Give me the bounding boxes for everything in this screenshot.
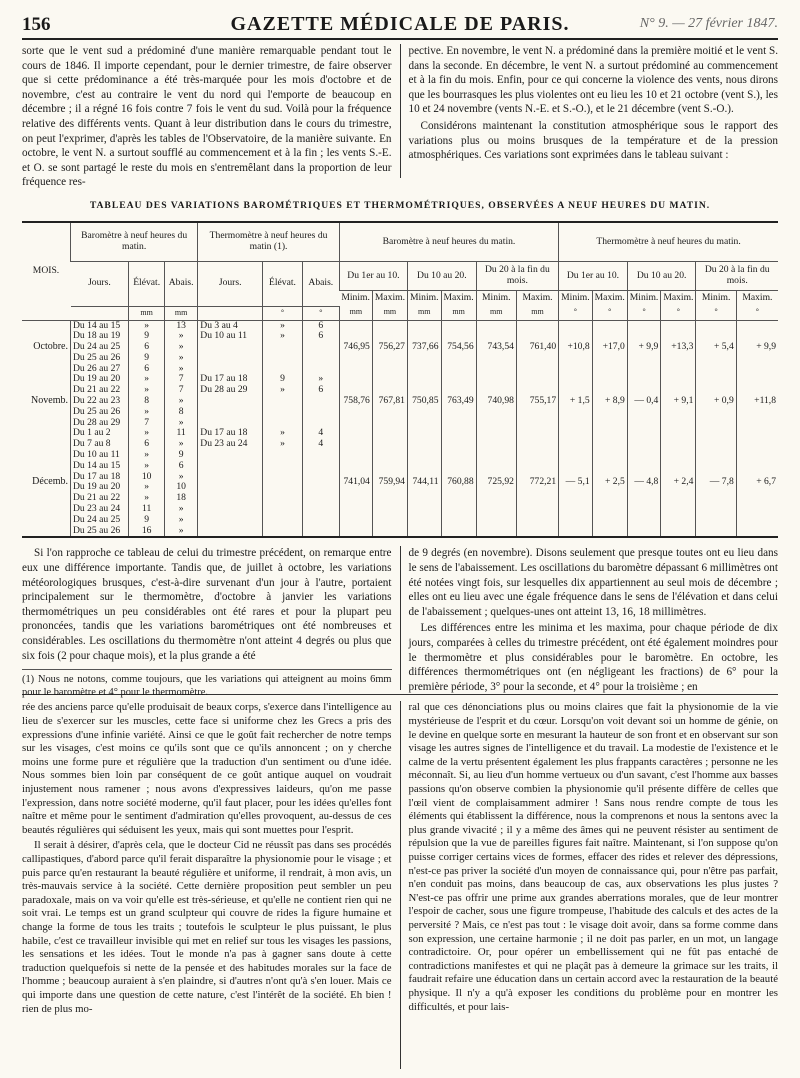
- unit-deg: °: [592, 306, 627, 320]
- baro-elevation-entry: 9: [144, 351, 150, 363]
- middle-left-column: [22, 546, 392, 698]
- unit-mm: mm: [164, 306, 197, 320]
- paragraph: ral que ces dénonciations plus ou moins claires que fait la physionomie de la vie mystérieuse de l'esprit et du cœur. Lorsqu'on voit devant soi un homme de génie, on le devine en quelque sorte en mesurant la hauteur de son front et en observant sur son visage les autres signes de l'intelligence et du travail. La modestie de l'existence et le calme de la vertu présentent également les plus frappants caractères ; personne ne les méconnaît. Si, au lieu d'un homme vertueux ou d'un savant, c'est l'homme aux basses passions qu'on observe combien la physionomie qu'il présente diffère de celles que l'œil vient de complaisamment admirer ! Sans nous rendre compte de tous les éléments qui établissent la différence, nous la comprenons et nous la sentons avec la plus grande vivacité ; il y a même des âmes qui ne peuvent résister au sentiment de répulsion que la vue de pareilles figures fait naître. Maintenant, si l'on suppose qu'on puisse corriger certains vices de formes, effacer des rides et relever des dépressions, n'est-ce pas priver la société d'un moyen de connaissance qui, pour n'être pas parfait, n'en conduit pas moins, dans beaucoup de cas, aux observations les plus justes ? N'est-ce pas offrir une prime aux grandes aberrations morales, que de leur montrer l'espoir de cacher, sous une figure trompeuse, l'habitude des calculs et des actes de la perversité ? Mais, ce n'est pas tout : le visage doit avoir, dans sa forme comme dans son expression, une certaine harmonie ; il ne doit pas parler, en un mot, un langage contradictoire. Or, pour opérer un embellissement qui ne fût pas entaché de contradictions manifestes et qui ne plaçât pas à demeure la grimace sur les traits, il faudrait refaire une éducation dans un certain accord avec la restauration de la beauté physique. Il n'y a qu'à exposer les conditions du problème pour en montrer les difficultés, et pour lais-: [408, 701, 778, 1013]
- baro-lowering-entry: »: [178, 416, 184, 428]
- table-row: [22, 428, 778, 537]
- thermo-days: [198, 428, 263, 537]
- top-left-column: [22, 44, 392, 189]
- value-t3-max: +11,8: [736, 374, 778, 428]
- bottom-columns: [22, 701, 778, 1069]
- thermo-elevation: [263, 374, 303, 428]
- value-p2-min: 744,11: [407, 428, 441, 537]
- baro-elevation-entry: 11: [142, 503, 152, 515]
- column-divider: [400, 44, 401, 178]
- baro-lowering-entry: 7: [178, 384, 184, 396]
- baro-elevation-entry: »: [144, 459, 150, 471]
- thermo-days-entry: Du 23 au 24: [200, 438, 248, 450]
- value-p3-max: 772,21: [516, 428, 558, 537]
- value-t3-min: — 7,8: [696, 428, 736, 537]
- top-right-column: [409, 44, 779, 178]
- baro-lowering-entry: 6: [178, 459, 184, 471]
- group-thermo-short: Thermomètre à neuf heures du matin (1).: [198, 222, 340, 262]
- value-t3-min: + 0,9: [696, 374, 736, 428]
- baro-elevation-entry: »: [144, 319, 150, 331]
- baro-elevation: [129, 320, 165, 374]
- value-t2-min: — 4,8: [627, 428, 661, 537]
- baro-days-entry: Du 14 au 15: [73, 459, 121, 471]
- paragraph: rée des anciens parce qu'elle produisait de beaux corps, s'exerce dans l'intelligence au lieu de s'exercer sur les muscles, cette face si uniforme chez les Grecs a pris des expressions d'une infinie variété. Ainsi ce que le goût fait rechercher de notre temps sur les visages, c'est moins ce qu'ils sont que ce qu'ils annoncent ; on y cherche moins une forme pure et régulière que la traduction d'un sentiment ou d'une idée. Nous sommes bien loin par conséquent de ce goût antique auquel on voudrait injustement nous ramener ; nous avons d'expressives laideurs, qu'on me passe l'expression, dans notre société moderne, qu'il faut placer, pour les idées qu'elles font naître et même pour le sentiment d'admiration qu'elles provoquent, au-dessus de ces beautés régulières qui séduisent les yeux, mais qui sont muettes pour l'esprit.: [22, 701, 392, 836]
- thermo-days-entry: Du 28 au 29: [200, 384, 248, 396]
- unit-deg: °: [263, 306, 303, 320]
- value-t3-max: + 9,9: [736, 320, 778, 374]
- baro-days-entry: Du 22 au 23: [73, 395, 121, 407]
- unit-mm: mm: [372, 306, 407, 320]
- baro-days-entry: Du 17 au 18: [73, 470, 121, 482]
- value-t3-max: + 6,7: [736, 428, 778, 537]
- value-t1-min: — 5,1: [559, 428, 593, 537]
- page-number: 156: [22, 14, 51, 35]
- baro-days-entry: Du 25 au 26: [73, 405, 121, 417]
- month-label: Décemb.: [32, 476, 68, 488]
- minim-label: Minim.: [627, 291, 661, 307]
- baro-days-entry: Du 26 au 27: [73, 362, 121, 374]
- baro-lowering-entry: »: [178, 341, 184, 353]
- baro-lowering-entry: »: [178, 513, 184, 525]
- baro-lowering-entry: »: [178, 524, 184, 536]
- baro-lowering-entry: »: [178, 330, 184, 342]
- baro-days-entry: Du 25 au 26: [73, 524, 121, 536]
- period-1: Du 1er au 10.: [559, 262, 628, 291]
- baro-days-entry: Du 24 au 25: [73, 513, 121, 525]
- baro-elevation-entry: 6: [144, 362, 150, 374]
- maxim-label: Maxim.: [441, 291, 476, 307]
- middle-columns: [22, 546, 778, 698]
- table-row: [22, 374, 778, 428]
- paragraph: de 9 degrés (en novembre). Disons seulement que presque toutes ont eu lieu dans le sens de l'abaissement. Les oscillations du baromètre dépassant 6 millimètres ont été notées vingt fois, sur lesquelles dix appartiennent au seul mois de décembre ; elles ont eu lieu avec une égale fréquence dans le sens de l'élévation et dans celui de l'abaissement ; quelques-unes ont atteint 13, 16, 18 millimètres.: [408, 547, 778, 618]
- value-p3-min: 725,92: [476, 428, 516, 537]
- baro-elevation-entry: »: [144, 384, 150, 396]
- unit-deg: °: [736, 306, 778, 320]
- maxim-label: Maxim.: [592, 291, 627, 307]
- baro-elevation: [129, 428, 165, 537]
- value-t1-min: + 1,5: [559, 374, 593, 428]
- baro-days: [71, 428, 129, 537]
- value-p3-max: 761,40: [516, 320, 558, 374]
- baro-elevation-entry: 7: [144, 416, 150, 428]
- baro-elevation-entry: »: [144, 427, 150, 439]
- paragraph: Si l'on rapproche ce tableau de celui du trimestre précédent, on remarque entre eux une différence importante. Tandis que, de juillet à octobre, les variations météorologiques brusques, c'est-à-dire survenant d'un jour à l'autre, portaient principalement sur le thermomètre, d'octobre à janvier les variations thermométriques un peu considérables ont été rares et pour la plupart peu prononcées, tandis que les variations barométriques ont été nombreuses et considérables. Les oscillations du thermomètre n'ont atteint 4 degrés ou plus que six fois (2 pour chaque mois), et la plus grande a été: [22, 547, 392, 662]
- baro-days-entry: Du 7 au 8: [73, 438, 111, 450]
- baro-lowering: [164, 374, 197, 428]
- unit-mm: mm: [129, 306, 165, 320]
- sub-abais: Abais.: [164, 262, 197, 307]
- publication-title: GAZETTE MÉDICALE DE PARIS.: [230, 13, 570, 35]
- thermo-elevation: [263, 320, 303, 374]
- column-divider: [400, 546, 401, 690]
- baro-lowering-entry: 11: [176, 427, 186, 439]
- minim-label: Minim.: [407, 291, 441, 307]
- baro-elevation-entry: 8: [144, 395, 150, 407]
- bottom-left-column: [22, 701, 392, 1069]
- baro-elevation-entry: »: [144, 405, 150, 417]
- meteorological-table: [22, 221, 778, 538]
- unit-deg: °: [302, 306, 339, 320]
- baro-lowering-entry: »: [178, 362, 184, 374]
- thermo-elevation-entry: »: [280, 330, 285, 342]
- baro-lowering-entry: 10: [176, 481, 186, 493]
- top-columns: [22, 44, 778, 189]
- value-t2-min: + 9,9: [627, 320, 661, 374]
- baro-days-entry: Du 21 au 22: [73, 384, 121, 396]
- thermo-elevation: [263, 428, 303, 537]
- period-1: Du 1er au 10.: [339, 262, 407, 291]
- baro-days-entry: Du 28 au 29: [73, 416, 121, 428]
- baro-days-entry: Du 18 au 19: [73, 330, 121, 342]
- period-3: Du 20 à la fin du mois.: [476, 262, 558, 291]
- thermo-elevation-entry: »: [280, 438, 285, 450]
- maxim-label: Maxim.: [372, 291, 407, 307]
- baro-days-entry: Du 1 au 2: [73, 427, 111, 439]
- value-p1-max: 759,94: [372, 428, 407, 537]
- baro-lowering-entry: 13: [176, 319, 186, 331]
- baro-days-entry: Du 14 au 15: [73, 319, 121, 331]
- baro-lowering: [164, 428, 197, 537]
- value-t1-max: + 8,9: [592, 374, 627, 428]
- period-2: Du 10 au 20.: [627, 262, 696, 291]
- value-p2-min: 750,85: [407, 374, 441, 428]
- baro-elevation-entry: »: [144, 449, 150, 461]
- unit-deg: °: [696, 306, 736, 320]
- thermo-lowering: [302, 374, 339, 428]
- baro-elevation-entry: 9: [144, 330, 150, 342]
- minim-label: Minim.: [476, 291, 516, 307]
- thermo-days-entry: Du 10 au 11: [200, 330, 248, 342]
- baro-elevation-entry: 16: [141, 524, 152, 536]
- paragraph: sorte que le vent sud a prédominé d'une manière remarquable pendant tout le cours de 1846. Il importe cependant, pour le dernier trimestre, de faire observer que si cette prédominance a été très-marquée pour les mois d'octobre et de novembre, c'est au contraire le vent du nord qui l'emporte de beaucoup en décembre ; il a régné 16 fois contre 7 fois le vent du sud. Voilà pour la fréquence relative des différents vents. Quant à leur distribution dans le cours du trimestre, on peut l'exprimer, d'après les tables de l'Observatoire, de la manière suivante. En octobre, le vent N. a surtout soufflé au commencement et à la fin ; les vents S.-E. et O. se sont partagé le reste du mois en s'entremêlant dans la proportion de leur fréquence res-: [22, 45, 392, 189]
- sub-abais: Abais.: [302, 262, 339, 307]
- baro-days-entry: Du 19 au 20: [73, 481, 121, 493]
- baro-elevation-entry: 6: [144, 438, 150, 450]
- baro-lowering-entry: »: [178, 470, 184, 482]
- baro-lowering-entry: 9: [178, 449, 184, 461]
- baro-lowering-entry: »: [178, 438, 184, 450]
- thermo-lowering: [302, 320, 339, 374]
- unit-mm: mm: [516, 306, 558, 320]
- unit-mm: mm: [407, 306, 441, 320]
- thermo-lowering-entry: 6: [318, 330, 324, 342]
- baro-days-entry: Du 23 au 24: [73, 503, 121, 515]
- value-p3-min: 743,54: [476, 320, 516, 374]
- sub-elevat: Élévat.: [263, 262, 303, 307]
- value-p2-max: 763,49: [441, 374, 476, 428]
- baro-days: [71, 320, 129, 374]
- value-p3-min: 740,98: [476, 374, 516, 428]
- baro-lowering: [164, 320, 197, 374]
- footnote: (1) Nous ne notons, comme toujours, que les variations qui atteignent au moins 6mm pour le baromètre et 4° pour le thermomètre.: [22, 669, 392, 700]
- thermo-days-entry: Du 17 au 18: [200, 427, 248, 439]
- minim-label: Minim.: [559, 291, 593, 307]
- month-label: Novemb.: [31, 395, 68, 407]
- unit-mm: mm: [339, 306, 372, 320]
- unit-mm: mm: [476, 306, 516, 320]
- value-t2-max: +13,3: [661, 320, 696, 374]
- col-month-header: MOIS.: [22, 222, 71, 320]
- baro-lowering-entry: 18: [176, 492, 186, 504]
- paragraph: Il serait à désirer, d'après cela, que le docteur Cid ne réussît pas dans ses procédés callipastiques, d'abord parce qu'il ferait disparaître la physionomie pour le visage ; et puis parce qu'en restaurant la beauté régulière et uniforme, il rendrait, à mon avis, un très-mauvais service à la société. Cette dernière proposition peut sembler un peu paradoxale, mais on va voir qu'elle est très-sérieuse, et qu'elle ne contient rien qui ne soit vrai. Le temps est un grand sculpteur qui couvre de rides la figure humaine et change la forme de tous les traits ; toutefois le sculpteur le plus puissant, le plus habile, c'est ce travailleur invisible qui met en relief sur tous les visages les passions, les sensations et les idées. Tout le monde n'a pas à gagner sans doute à cette traduction quelquefois si nette de la pensée et des habitudes morales sur la face de l'homme ; beaucoup auraient à s'en plaindre, si d'autres n'ont qu'à s'en louer. Mais ce qui importe dans une question de cette nature, c'est l'intérêt de la société. Eh bien ! rien de plus mo-: [22, 839, 392, 1015]
- value-p2-min: 737,66: [407, 320, 441, 374]
- thermo-days-entry: Du 17 au 18: [200, 373, 248, 385]
- baro-lowering-entry: 7: [178, 373, 184, 385]
- baro-lowering-entry: 8: [178, 405, 184, 417]
- baro-elevation-entry: 6: [144, 341, 150, 353]
- sub-elevat: Élévat.: [129, 262, 165, 307]
- baro-days-entry: Du 19 au 20: [73, 373, 121, 385]
- baro-days-entry: Du 21 au 22: [73, 492, 121, 504]
- thermo-lowering-entry: 4: [318, 438, 324, 450]
- value-p1-max: 767,81: [372, 374, 407, 428]
- value-p1-max: 756,27: [372, 320, 407, 374]
- period-3: Du 20 à la fin du mois.: [696, 262, 778, 291]
- paragraph: pective. En novembre, le vent N. a prédominé dans la première moitié et le vent S. dans la seconde. En décembre, le vent N. a surtout prédominé au commencement et à la fin du mois. Enfin, pour ce qui concerne la violence des vents, nous dirons que les bourrasques les plus violentes ont eu lieu les 10 et 21 octobre (vent S.), les 10 et 24 novembre (vents N.-E. et S.-O.), et le 21 décembre (vent S.-O.).: [408, 45, 778, 116]
- paragraph: Les différences entre les minima et les maxima, pour chaque période de dix jours, comparées à celles du trimestre précédent, ont été également moindres pour le thermomètre et plus considérables pour le baromètre. En octobre, les différences thermométriques ont (en négligeant les fractions) de 6° pour la première période, 3° pour la seconde, et 4° pour la troisième ; en: [408, 622, 778, 693]
- thermo-days: [198, 320, 263, 374]
- sub-jours: Jours.: [198, 262, 263, 307]
- baro-days-entry: Du 25 au 26: [73, 351, 121, 363]
- value-t3-min: + 5,4: [696, 320, 736, 374]
- value-t2-max: + 2,4: [661, 428, 696, 537]
- group-baro-long: Baromètre à neuf heures du matin.: [339, 222, 558, 262]
- page-header: [22, 14, 778, 40]
- minim-label: Minim.: [696, 291, 736, 307]
- maxim-label: Maxim.: [661, 291, 696, 307]
- baro-elevation-entry: 10: [141, 470, 152, 482]
- issue-line: N° 9. — 27 février 1847.: [639, 16, 778, 31]
- table-title: TABLEAU DES VARIATIONS BAROMÉTRIQUES ET THERMOMÉTRIQUES, OBSERVÉES A NEUF HEURES DU MATIN.: [89, 200, 711, 211]
- value-p1-min: 741,04: [339, 428, 372, 537]
- unit-mm: mm: [441, 306, 476, 320]
- baro-elevation-entry: »: [144, 492, 150, 504]
- baro-lowering-entry: »: [178, 395, 184, 407]
- baro-lowering-entry: »: [178, 503, 184, 515]
- thermo-lowering-entry: 6: [318, 384, 324, 396]
- bottom-right-column: [409, 701, 779, 1069]
- baro-days-entry: Du 24 au 25: [73, 341, 121, 353]
- thermo-elevation-entry: »: [280, 427, 285, 439]
- maxim-label: Maxim.: [736, 291, 778, 307]
- baro-days-entry: Du 10 au 11: [73, 449, 120, 461]
- value-t1-max: +17,0: [592, 320, 627, 374]
- group-baro-short: Baromètre à neuf heures du matin.: [71, 222, 198, 262]
- baro-elevation-entry: »: [144, 481, 150, 493]
- value-t1-max: + 2,5: [592, 428, 627, 537]
- column-divider: [400, 701, 401, 1069]
- period-2: Du 10 au 20.: [407, 262, 476, 291]
- value-t2-min: — 0,4: [627, 374, 661, 428]
- value-p1-min: 758,76: [339, 374, 372, 428]
- baro-elevation-entry: 9: [144, 513, 150, 525]
- thermo-lowering-entry: 6: [318, 319, 324, 331]
- thermo-days-entry: Du 3 au 4: [200, 319, 238, 331]
- thermo-lowering-entry: 4: [318, 427, 324, 439]
- value-t1-min: +10,8: [559, 320, 593, 374]
- thermo-elevation-entry: »: [280, 384, 285, 396]
- maxim-label: Maxim.: [516, 291, 558, 307]
- sub-jours: Jours.: [71, 262, 129, 307]
- unit-empty: [71, 306, 129, 320]
- unit-deg: °: [627, 306, 661, 320]
- thermo-elevation-entry: 9: [280, 373, 285, 385]
- baro-elevation: [129, 374, 165, 428]
- minim-label: Minim.: [341, 292, 370, 304]
- value-p3-max: 755,17: [516, 374, 558, 428]
- baro-lowering-entry: »: [178, 351, 184, 363]
- table-row: [22, 320, 778, 374]
- paragraph: Considérons maintenant la constitution atmosphérique sous le rapport des variations plus ou moins brusques de la température et de la pression atmosphériques. Ces variations sont exprimées dans le tableau suivant :: [408, 119, 778, 162]
- value-p2-max: 760,88: [441, 428, 476, 537]
- unit-deg: °: [559, 306, 593, 320]
- thermo-days: [198, 374, 263, 428]
- value-t2-max: + 9,1: [661, 374, 696, 428]
- unit-deg: °: [661, 306, 696, 320]
- thermo-lowering: [302, 428, 339, 537]
- thermo-lowering-entry: »: [318, 373, 324, 385]
- middle-right-column: [408, 546, 779, 693]
- unit-empty: [198, 306, 263, 320]
- value-p2-max: 754,56: [441, 320, 476, 374]
- group-thermo-long: Thermomètre à neuf heures du matin.: [559, 222, 778, 262]
- table-body: [22, 320, 778, 537]
- baro-days: [71, 374, 129, 428]
- baro-elevation-entry: »: [144, 373, 150, 385]
- value-p1-min: 746,95: [339, 320, 372, 374]
- thermo-elevation-entry: »: [280, 319, 285, 331]
- month-label: Octobre.: [33, 341, 68, 353]
